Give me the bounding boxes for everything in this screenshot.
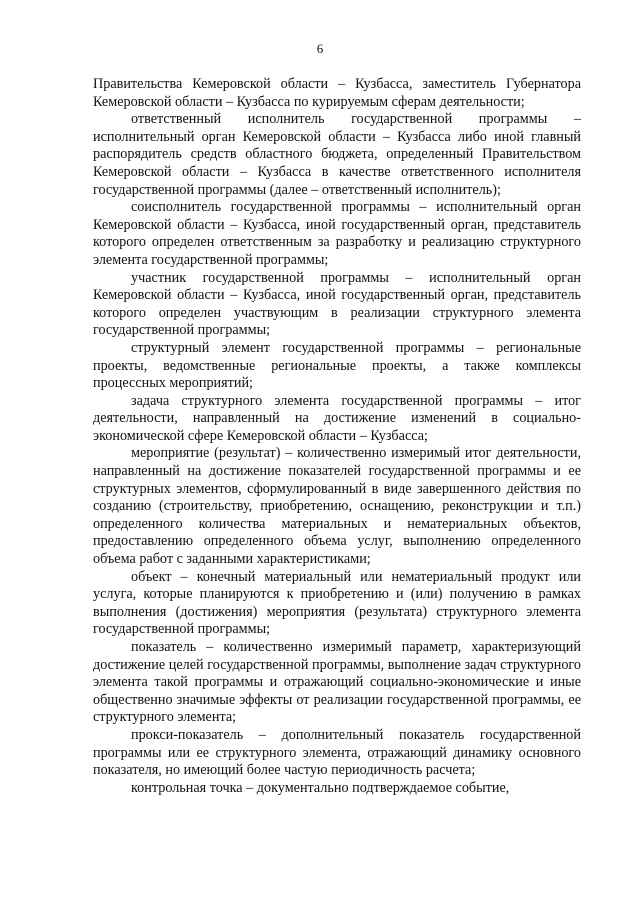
- paragraph-structural-element: структурный элемент государственной программы – региональные проекты, ведомственные региональные проекты, а также комплексы процессных мероприятий;: [93, 339, 581, 392]
- paragraph-responsible-executor: ответственный исполнитель государственной программы – исполнительный орган Кемеровской области – Кузбасса либо иной главный распорядитель средств областного бюджета, определенный Правительством Кемеровской области – Кузбасса в качестве ответственного исполнителя государственной программы (далее – ответственный исполнитель);: [93, 111, 581, 198]
- paragraph-task: задача структурного элемента государственной программы – итог деятельности, направленный на достижение изменений в социально-экономической сфере Кемеровской области – Кузбасса;: [93, 392, 581, 444]
- document-body: [93, 76, 581, 797]
- paragraph-proxy-indicator: прокси-показатель – дополнительный показатель государственной программы или ее структурного элемента, отражающий динамику основного показателя, но имеющий более частую периодичность расчета;: [93, 726, 581, 779]
- paragraph-continuation: Правительства Кемеровской области – Кузбасса, заместитель Губернатора Кемеровской области – Кузбасса по курируемым сферам деятельности;: [93, 76, 581, 110]
- paragraph-co-executor: соисполнитель государственной программы – исполнительный орган Кемеровской области – Кузбасса, иной государственный орган, представитель которого определен ответственным за разработку и реализацию структурного элемента государственной программы;: [93, 199, 581, 268]
- paragraph-control-point: контрольная точка – документально подтверждаемое событие,: [131, 779, 510, 796]
- paragraph-object: объект – конечный материальный или нематериальный продукт или услуга, которые планируются к приобретению и (или) получению в рамках выполнения (достижения) мероприятия (результата) структурного элемента государственной программы;: [93, 568, 581, 638]
- paragraph-indicator: показатель – количественно измеримый параметр, характеризующий достижение целей государственной программы, выполнение задач структурного элемента такой программы и отражающий социально-экономические и иные общественно значимые эффекты от реализации государственной программы, ее структурного элемента;: [93, 639, 581, 726]
- paragraph-participant: участник государственной программы – исполнительный орган Кемеровской области – Кузбасса, иной государственный орган, представитель которого определен участвующим в реализации структурного элемента государственной программы;: [93, 269, 581, 339]
- page-number: 6: [316, 41, 324, 56]
- paragraph-measure: мероприятие (результат) – количественно измеримый итог деятельности, направленный на достижение показателей государственной программы и ее структурных элементов, сформулированный в виде завершенного действия по созданию (строительству, приобретению, оснащению, реконструкции и т.п.) определенного количества материальных и нематериальных объектов, предоставлению определенного объема услуг, выполнению определенного объема работ с заданными характеристиками;: [93, 445, 581, 568]
